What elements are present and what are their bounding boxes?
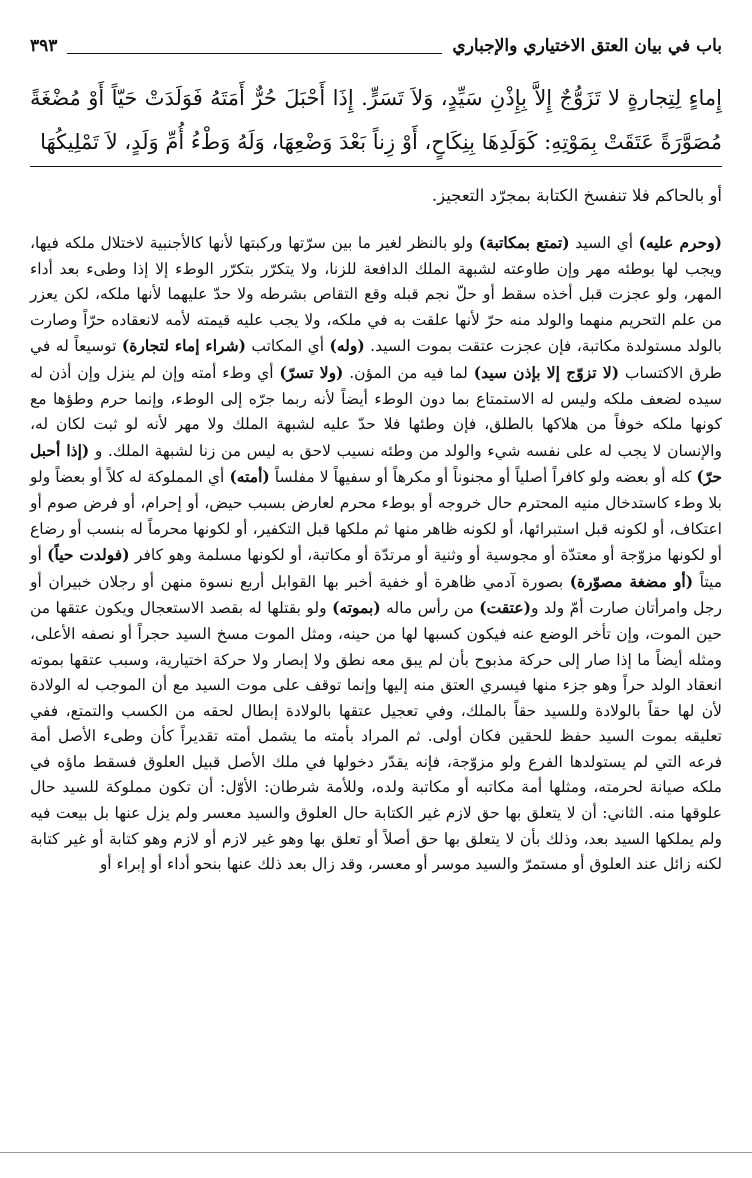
commentary-text: أي وطء أمته وإن لم ينزل وإن أذن له سيده لضعف ملكه وليس له الاستمتاع بما دون الوطء أيضاً لأنه ربما جرّه إلى الوطء، وإنما حرم وطؤها مع كونها ملكه خوفاً من هلاكها بالطلق، فإن وطئها فلا حدّ عليه لشبهة الملك ولا مهر لأنه لو ثبت لكان له، والإنسان لا يجب له على نفسه شيء والولد من وطئه نسيب لاحق به ليس من زنا لشبهة الملك. و	[30, 363, 722, 460]
chapter-title: باب في بيان العتق الاختياري والإجباري	[452, 36, 722, 56]
commentary-text: لما فيه من المؤن.	[343, 363, 474, 382]
matn-quote: (فولدت حياً)	[47, 545, 130, 565]
commentary-text: أو ميتاً	[30, 546, 723, 591]
commentary-text: من رأس ماله	[380, 599, 480, 618]
page-number: ٣٩٣	[30, 36, 58, 56]
commentary-text: توسيعاً له في طرق الاكتساب	[30, 337, 722, 382]
matn-quote: (ولا تسرّ)	[279, 362, 344, 382]
commentary-text: كله أو بعضه ولو كافراً أصلياً أو مجنوناً أو مكرهاً أو سفيهاً لا مفلساً	[269, 468, 697, 487]
matn-quote: (لا تزوّج إلا بإذن سيد)	[473, 362, 620, 382]
matn-text: إِماءٍ لِتِجارةٍ لا تَزَوُّجٌ إِلاَّ بِإِذْنِ سَيِّدٍ، وَلاَ تَسَرٍّ. إِذَا أَحْبَلَ حُرٌّ أَمَتَهُ فَوَلَدَتْ حَيّاً أَوْ مُضْغَةً مُصَوَّرَةً عَتَقَتْ بِمَوْتِهِ: كَوَلَدِهَا بِنِكَاحٍ، أَوْ زِناً بَعْدَ وَضْعِهَا، وَلَهُ وَطْءُ أُمِّ وَلَدٍ، لاَ تَمْلِيكُهَا	[30, 86, 722, 154]
matn-quote: (شراء إماء لتجارة)	[121, 336, 246, 356]
commentary-text: ولو بقتلها له بقصد الاستعجال ويكون عتقها من حين الموت، وإن تأخر الوضع عنه فيكون كسبها لها من حينه، ومثل الموت مسخ السيد حجراً أو نصفه الأعلى، ومثله أيضاً ما إذا صار إلى حركة مذبوح بأن لم يبق معه نطق ولا إبصار ولا حركة اختيارية، وسبب عتقها بموته انعقاد الولد حراً وهو جزء منها فيسري العتق منه إليها وإنما توقف على موت السيد مع أن الموجب له الولادة لأن لها حقاً بالولادة وللسيد حقاً بالملك، وفي تعجيل عتقها بالولادة إبطال لحقه من الكسب والتمتع، ففي تعليقه بموت السيد حفظ للحقين فكان أولى. ثم المراد بأمته ما يشمل أمته تقديراً كأن وطىء الأصل أمة فرعه التي لم يستولدها الفرع ولو مزوّجة، فإنه يقدّر دخولها في ملك الأصل قبيل العلوق فسقط ماؤه في ملكه صيانة لحرمته، ومثلها أمة مكاتبه أو مكاتبة ولده، وللأمة شرطان: الأوّل: أن تكون مملوكة للسيد حال علوقها منه. الثاني: أن لا يتعلق بها حق لازم غير الكتابة حال العلوق والسيد معسر ولم يزل عنها بل بيعت فيه ولم يملكها السيد بعد، وذلك بأن لا يتعلق بها حق أصلاً أو تعلق بها وهو غير لازم أو لازم وهو كتابة أو غير كتابة لكنه زائل عند العلوق أو مستمرّ والسيد موسر أو معسر، وقد زال بعد ذلك عنها بنحو أداء أو إبراء أو	[30, 599, 722, 874]
header-rule	[67, 53, 442, 54]
page-bottom-rule	[0, 1152, 752, 1153]
previous-commentary-ending: أو بالحاكم فلا تنفسخ الكتابة بمجرّد التعجيز.	[431, 186, 722, 205]
matn-quote: (وحرم عليه)	[638, 233, 723, 252]
page-header	[30, 28, 722, 64]
matn-quote: (تمتع بمكاتبة)	[478, 233, 570, 252]
matn-quote: (عتقت)	[479, 598, 531, 618]
matn-quote: (بموته)	[332, 598, 381, 618]
section-divider	[30, 166, 722, 167]
commentary-text: أي السيد	[569, 234, 639, 252]
commentary-text: أي المكاتب	[245, 337, 330, 356]
commentary-text: ولو بالنظر لغير ما بين سرّتها وركبتها لأنها كالأجنبية لاختلال ملكه فيها، ويجب لها بوطئه مهر وإن طاوعته لشبهة الملك الدافعة للزنا، ولا يتكرّر بتكرّر الوطء إلا إذا وطىء بعد أداء المهر، ولو عجزت قبل أخذه سقط أو حلّ نجم قبله وقع التقاص بشرطه ولا حدّ عليهما لأنها ملكه، لكن يعزر من علم التحريم منهما والولد منه حرّ لأنها علقت به في ملكه، ولا يجب عليه قيمته لأمه لانعقاده حرّاً وصارت بالولد مستولدة مكاتبة، فإن عجزت عتقت بموت السيد.	[30, 234, 722, 356]
commentary-paragraph	[30, 230, 722, 878]
matn-quote: (أو مضغة مصوّرة)	[569, 571, 694, 591]
matn-quote: (وله)	[329, 336, 365, 356]
matn-quote: (إذا أحبل حرّ)	[30, 440, 722, 487]
commentary-text: أي المملوكة له كلاً أو بعضاً ولو بلا وطء كاستدخال منيه المحترم حال خروجه أو بوطء محرم لعارض بسبب حيض، أو إحرام، أو فرض صوم أو اعتكاف، أو لكونه قبل استبرائها، أو لكونه ظاهر منها ثم ملكها قبل التكفير، أو لكونها محرماً له بنسب أو رضاع أو لكونها مزوّجة أو معتدّة أو مجوسية أو وثنية أو مرتدّة أو مكاتبة، أو لكونها مسلمة وهو كافر	[30, 468, 722, 565]
commentary-body	[30, 230, 722, 878]
commentary-text: بصورة آدمي ظاهرة أو خفية أخبر بها القوابل أربع نسوة منهن أو رجلان خبيران أو رجل وامرأتان صارت أمّ ولد و	[30, 572, 722, 618]
matn-quote: (أمته)	[229, 467, 270, 487]
